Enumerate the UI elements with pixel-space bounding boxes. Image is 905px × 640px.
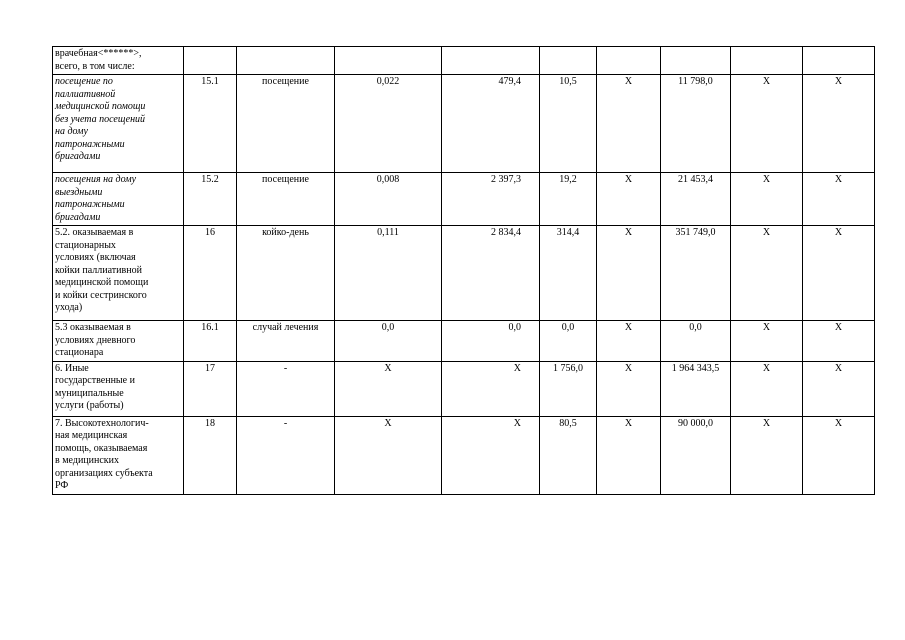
cell-total [661, 47, 731, 75]
cell-per-capita-budget: X [597, 75, 661, 173]
cell-per-capita: 1 756,0 [540, 361, 597, 416]
row-label: 5.3 оказываемая в условиях дневного стационара [53, 321, 184, 362]
cell-per-capita: 80,5 [540, 416, 597, 494]
cell-per-capita-budget: X [597, 416, 661, 494]
table-row [53, 226, 875, 321]
cell-row-number: 15.2 [184, 173, 237, 226]
data-table [52, 46, 875, 495]
cell-row-number: 18 [184, 416, 237, 494]
cell-row-number: 17 [184, 361, 237, 416]
cell-total: 351 749,0 [661, 226, 731, 321]
cell-unit: посещение [237, 75, 335, 173]
cell-row-number: 15.1 [184, 75, 237, 173]
cell-share: X [803, 361, 875, 416]
row-label: посещение по паллиативной медицинской помощи без учета посещений на дому патронажными бригадами [53, 75, 184, 173]
cell-total-budget: X [731, 75, 803, 173]
cell-cost-norm: 479,4 [442, 75, 540, 173]
cell-row-number: 16 [184, 226, 237, 321]
cell-unit: посещение [237, 173, 335, 226]
cell-volume-norm: 0,111 [335, 226, 442, 321]
cell-total-budget: X [731, 173, 803, 226]
cell-share: X [803, 173, 875, 226]
table-row [53, 361, 875, 416]
cell-total: 90 000,0 [661, 416, 731, 494]
row-label: 7. Высокотехнологич- ная медицинская помощь, оказываемая в медицинских организациях субъекта РФ [53, 416, 184, 494]
table-row [53, 173, 875, 226]
cell-per-capita: 19,2 [540, 173, 597, 226]
cell-volume-norm: X [335, 416, 442, 494]
cell-share: X [803, 321, 875, 362]
cell-row-number [184, 47, 237, 75]
cell-per-capita [540, 47, 597, 75]
cell-total-budget: X [731, 226, 803, 321]
cell-share: X [803, 75, 875, 173]
cell-volume-norm [335, 47, 442, 75]
cell-total: 21 453,4 [661, 173, 731, 226]
cell-per-capita-budget: X [597, 226, 661, 321]
cell-volume-norm: X [335, 361, 442, 416]
table-body [53, 47, 875, 495]
table-row [53, 75, 875, 173]
cell-unit: койко-день [237, 226, 335, 321]
cell-per-capita: 0,0 [540, 321, 597, 362]
cell-row-number: 16.1 [184, 321, 237, 362]
cell-share: X [803, 226, 875, 321]
cell-volume-norm: 0,022 [335, 75, 442, 173]
cell-per-capita-budget: X [597, 361, 661, 416]
cell-cost-norm: 2 397,3 [442, 173, 540, 226]
cell-cost-norm: X [442, 416, 540, 494]
cell-per-capita-budget: X [597, 321, 661, 362]
cell-cost-norm: 2 834,4 [442, 226, 540, 321]
cell-unit [237, 47, 335, 75]
cell-share: X [803, 416, 875, 494]
cell-per-capita: 10,5 [540, 75, 597, 173]
cell-per-capita-budget: X [597, 173, 661, 226]
cell-total-budget: X [731, 321, 803, 362]
cell-volume-norm: 0,0 [335, 321, 442, 362]
cell-cost-norm [442, 47, 540, 75]
row-label: посещения на дому выездными патронажными бригадами [53, 173, 184, 226]
row-label: 5.2. оказываемая в стационарных условиях (включая койки паллиативной медицинской помощи и койки сестринского ухода) [53, 226, 184, 321]
cell-cost-norm: 0,0 [442, 321, 540, 362]
cell-total-budget [731, 47, 803, 75]
cell-unit: случай лечения [237, 321, 335, 362]
row-label: 6. Иные государственные и муниципальные услуги (работы) [53, 361, 184, 416]
cell-per-capita: 314,4 [540, 226, 597, 321]
cell-total: 0,0 [661, 321, 731, 362]
row-label: врачебная<******>, всего, в том числе: [53, 47, 184, 75]
cell-total-budget: X [731, 361, 803, 416]
cell-unit: - [237, 361, 335, 416]
cell-volume-norm: 0,008 [335, 173, 442, 226]
cell-total-budget: X [731, 416, 803, 494]
table-row [53, 321, 875, 362]
cell-cost-norm: X [442, 361, 540, 416]
cell-share [803, 47, 875, 75]
table-row [53, 47, 875, 75]
cell-total: 1 964 343,5 [661, 361, 731, 416]
cell-unit: - [237, 416, 335, 494]
cell-total: 11 798,0 [661, 75, 731, 173]
cell-per-capita-budget [597, 47, 661, 75]
table-row [53, 416, 875, 494]
